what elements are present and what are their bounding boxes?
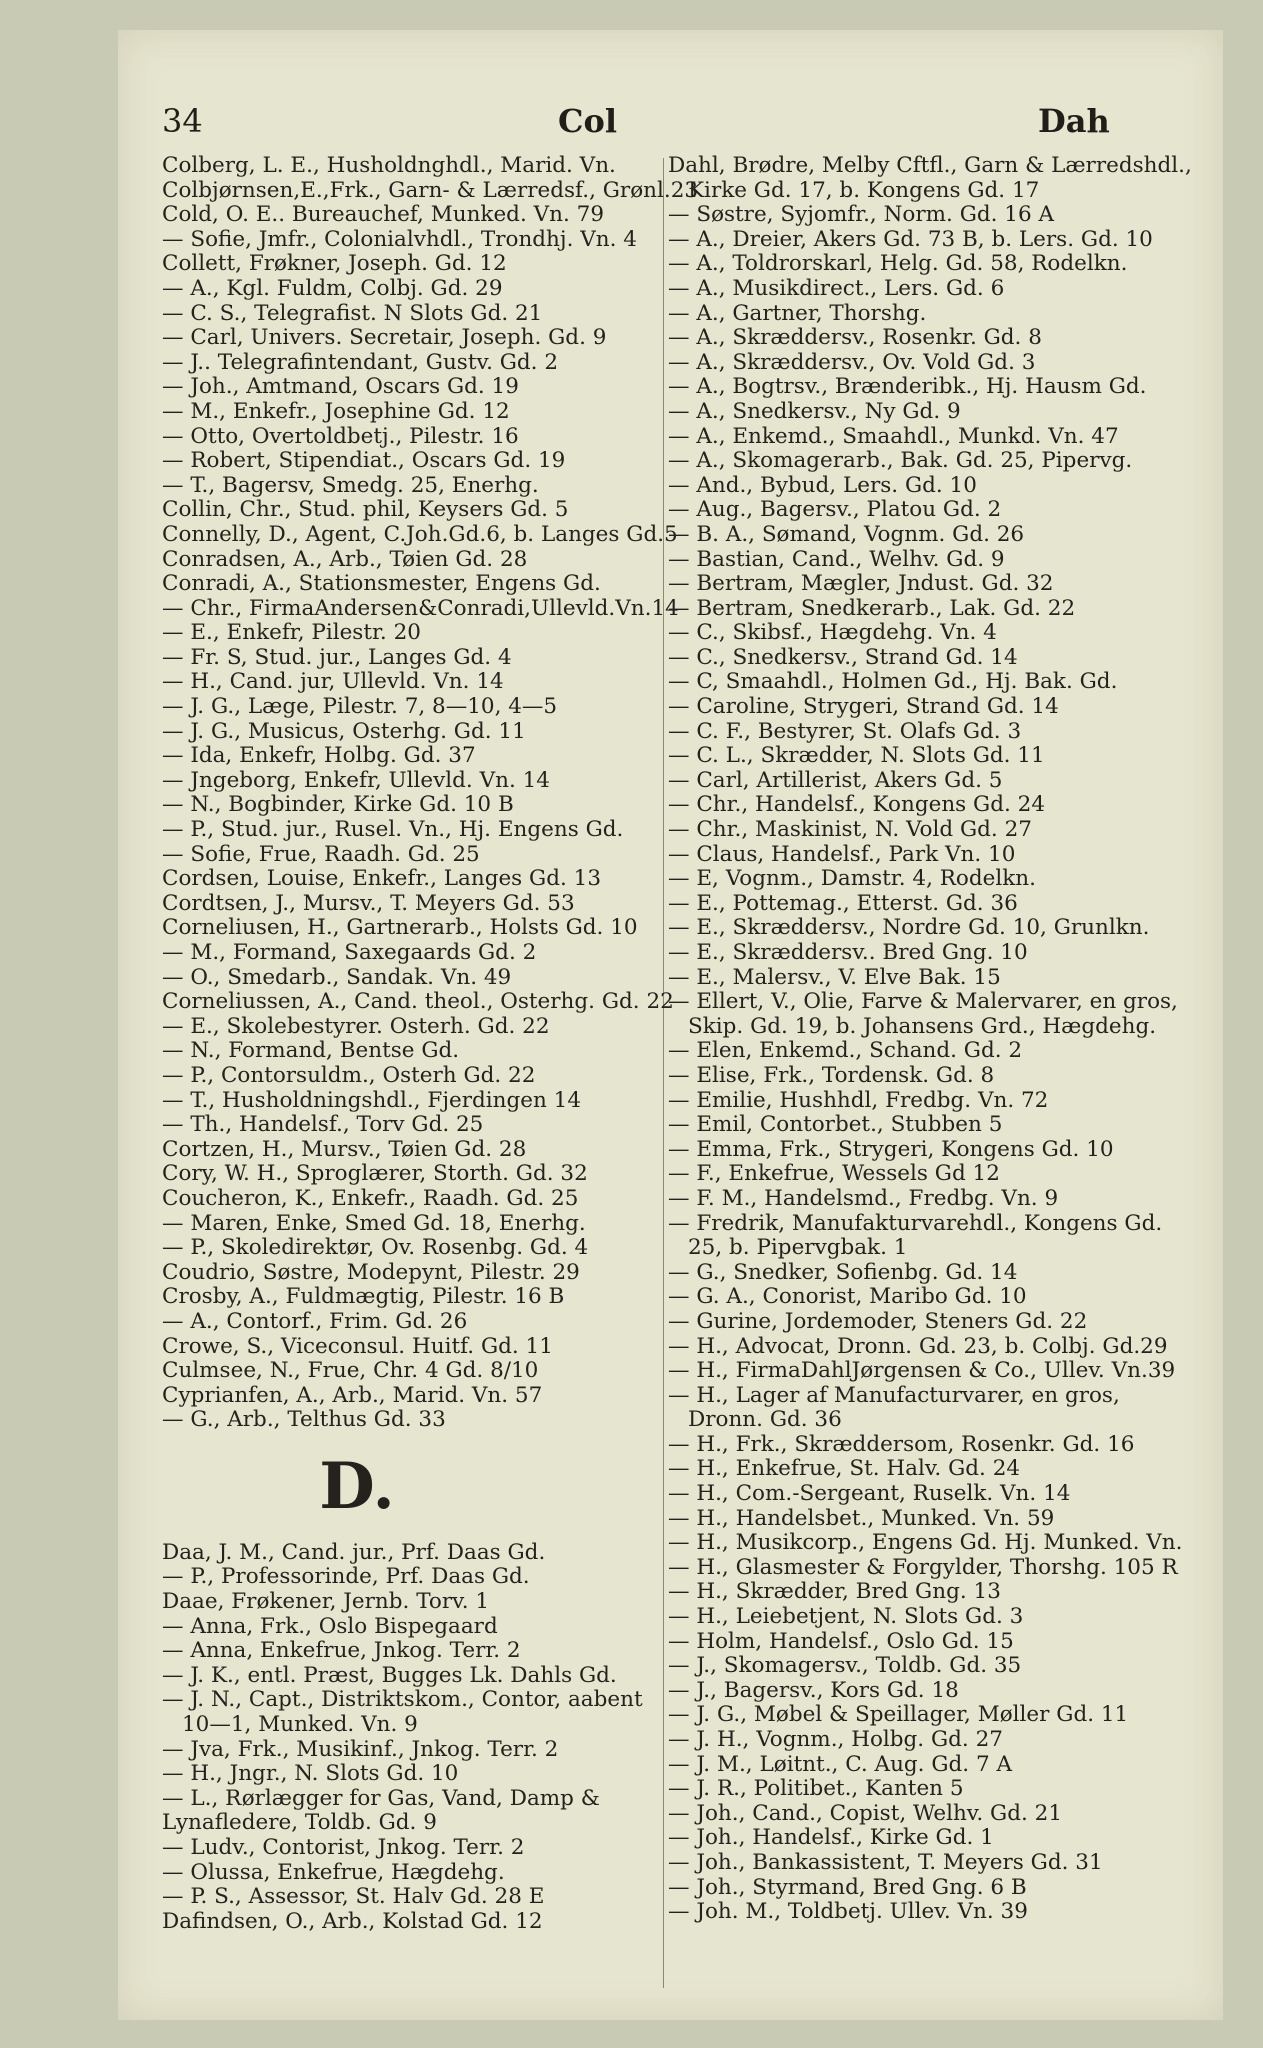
entry-line: — Aug., Bagersv., Platou Gd. 2 <box>668 497 1002 523</box>
entry-line: — L., Rørlægger for Gas, Vand, Damp & <box>162 1785 600 1811</box>
entry-line: — Chr., Handelsf., Kongens Gd. 24 <box>668 792 1045 818</box>
entry-line: — Sofie, Jmfr., Colonialvhdl., Trondhj. Vn. 4 <box>162 226 637 252</box>
entry-line: — P., Skoledirektør, Ov. Rosenbg. Gd. 4 <box>162 1235 589 1261</box>
entry-line: — H., Lager af Manufacturvarer, en gros, <box>668 1382 1120 1408</box>
entry-line: — H., Com.-Sergeant, Ruselk. Vn. 14 <box>668 1481 1071 1507</box>
entry-line: — H., Leiebetjent, N. Slots Gd. 3 <box>668 1604 1024 1630</box>
entry-line: — E, Vognm., Damstr. 4, Rodelkn. <box>668 866 1036 892</box>
entry-line: Conradsen, A., Arb., Tøien Gd. 28 <box>162 546 528 572</box>
entry-line: — Fr. S, Stud. jur., Langes Gd. 4 <box>162 644 512 670</box>
entry-line: Cold, O. E.. Bureauchef, Munked. Vn. 79 <box>162 202 605 228</box>
entry-line: Lynafledere, Toldb. Gd. 9 <box>162 1810 437 1836</box>
entry-line: Colbjørnsen,E.,Frk., Garn- & Lærredsf., Grønl.23 <box>162 177 699 203</box>
running-head-right: Dah <box>1038 102 1110 140</box>
entry-line: — J. M., Løitnt., C. Aug. Gd. 7 A <box>668 1751 1012 1777</box>
entry-line: — P., Contorsuldm., Osterh Gd. 22 <box>162 1062 536 1088</box>
entry-line: Dafindsen, O., Arb., Kolstad Gd. 12 <box>162 1908 543 1934</box>
entry-line: — C, Smaahdl., Holmen Gd., Hj. Bak. Gd. <box>668 669 1118 695</box>
entry-line: — Elise, Frk., Tordensk. Gd. 8 <box>668 1062 995 1088</box>
entry-line: — Anna, Enkefrue, Jnkog. Terr. 2 <box>162 1638 521 1664</box>
entry-line: — Emilie, Hushhdl, Fredbg. Vn. 72 <box>668 1087 1049 1113</box>
entry-line: — H., Musikcorp., Engens Gd. Hj. Munked. Vn. <box>668 1530 1183 1556</box>
entry-line: — H., Frk., Skræddersom, Rosenkr. Gd. 16 <box>668 1431 1135 1457</box>
entry-line: — Joh., Cand., Copist, Welhv. Gd. 21 <box>668 1800 1063 1826</box>
entry-line: Skip. Gd. 19, b. Johansens Grd., Hægdehg. <box>688 1013 1157 1039</box>
entry-line: Colberg, L. E., Husholdnghdl., Marid. Vn. <box>162 153 616 178</box>
entry-line: — H., Advocat, Dronn. Gd. 23, b. Colbj. Gd.29 <box>668 1333 1168 1359</box>
entry-line: Dronn. Gd. 36 <box>688 1407 842 1433</box>
entry-line: — Joh., Styrmand, Bred Gng. 6 B <box>668 1874 1027 1900</box>
entry-line: — E., Skræddersv., Nordre Gd. 10, Grunlkn. <box>668 915 1150 941</box>
entry-line: — A., Toldrorskarl, Helg. Gd. 58, Rodelkn. <box>668 251 1128 277</box>
entry-line: 25, b. Pipervgbak. 1 <box>688 1235 908 1261</box>
page-number: 34 <box>162 102 203 140</box>
entry-line: — C., Snedkersv., Strand Gd. 14 <box>668 644 1018 670</box>
entry-line: — Gurine, Jordemoder, Steners Gd. 22 <box>668 1308 1088 1334</box>
entry-line: — A., Dreier, Akers Gd. 73 B, b. Lers. Gd. 10 <box>668 226 1153 252</box>
entry-line: — Maren, Enke, Smed Gd. 18, Enerhg. <box>162 1210 586 1236</box>
entry-line: — A., Kgl. Fuldm, Colbj. Gd. 29 <box>162 275 503 301</box>
entry-line: — Joh., Handelsf., Kirke Gd. 1 <box>668 1825 994 1851</box>
entry-line: — H., Skrædder, Bred Gng. 13 <box>668 1579 1001 1605</box>
entry-line: — G., Arb., Telthus Gd. 33 <box>162 1407 446 1433</box>
left-column <box>162 153 699 1934</box>
entry-line: — E., Skræddersv.. Bred Gng. 10 <box>668 940 1028 965</box>
entry-line: — N., Formand, Bentse Gd. <box>162 1038 460 1064</box>
entry-line: — Carl, Artillerist, Akers Gd. 5 <box>668 767 1003 793</box>
entry-line: Conradi, A., Stationsmester, Engens Gd. <box>162 571 601 597</box>
entry-line: Cortzen, H., Mursv., Tøien Gd. 28 <box>162 1136 527 1162</box>
entry-line: Cordtsen, J., Mursv., T. Meyers Gd. 53 <box>162 890 575 916</box>
entry-line: Coucheron, K., Enkefr., Raadh. Gd. 25 <box>162 1185 579 1211</box>
entry-line: — H., Handelsbet., Munked. Vn. 59 <box>668 1505 1055 1531</box>
entry-line: — P. S., Assessor, St. Halv Gd. 28 E <box>162 1884 545 1910</box>
running-head-left: Col <box>558 102 617 140</box>
entry-line: Cory, W. H., Sproglærer, Storth. Gd. 32 <box>162 1161 588 1187</box>
entry-line: — H., FirmaDahlJørgensen & Co., Ullev. Vn.39 <box>668 1358 1176 1384</box>
section-letter: D. <box>319 1448 395 1524</box>
entry-line: Daa, J. M., Cand. jur., Prf. Daas Gd. <box>162 1539 546 1565</box>
entry-line: Collin, Chr., Stud. phil, Keysers Gd. 5 <box>162 497 569 523</box>
entry-line: — A., Enkemd., Smaahdl., Munkd. Vn. 47 <box>668 423 1119 449</box>
entry-line: — Joh., Amtmand, Oscars Gd. 19 <box>162 374 519 400</box>
entry-line: — Holm, Handelsf., Oslo Gd. 15 <box>668 1628 1014 1654</box>
entry-line: — Joh., Bankassistent, T. Meyers Gd. 31 <box>668 1849 1103 1875</box>
entry-line: — Bastian, Cand., Welhv. Gd. 9 <box>668 546 1005 572</box>
entry-line: — H., Glasmester & Forgylder, Thorshg. 105 R <box>668 1554 1178 1580</box>
entry-line: — C., Skibsf., Hægdehg. Vn. 4 <box>668 620 997 646</box>
entry-line: — Chr., Maskinist, N. Vold Gd. 27 <box>668 817 1032 843</box>
entry-line: — Fredrik, Manufakturvarehdl., Kongens Gd. <box>668 1210 1163 1236</box>
entry-line: — Olussa, Enkefrue, Hægdehg. <box>162 1859 505 1885</box>
entry-line: — A., Skræddersv., Rosenkr. Gd. 8 <box>668 325 1042 351</box>
entry-line: — J. G., Musicus, Osterhg. Gd. 11 <box>162 718 526 744</box>
entry-line: — Claus, Handelsf., Park Vn. 10 <box>668 841 1016 867</box>
entry-line: — Ida, Enkefr, Holbg. Gd. 37 <box>162 743 476 769</box>
entry-line: — And., Bybud, Lers. Gd. 10 <box>668 472 977 498</box>
entry-line: — J. G., Møbel & Speillager, Møller Gd. 11 <box>668 1702 1129 1728</box>
entry-line: — Bertram, Snedkerarb., Lak. Gd. 22 <box>668 595 1076 621</box>
entry-line: — A., Bogtrsv., Brænderibk., Hj. Hausm Gd. <box>668 374 1147 400</box>
entry-line: Crowe, S., Viceconsul. Huitf. Gd. 11 <box>162 1333 553 1359</box>
entry-line: Coudrio, Søstre, Modepynt, Pilestr. 29 <box>162 1259 580 1285</box>
entry-line: — M., Formand, Saxegaards Gd. 2 <box>162 940 537 965</box>
entry-line: — A., Musikdirect., Lers. Gd. 6 <box>668 275 1005 301</box>
entry-line: — T., Bagersv, Smedg. 25, Enerhg. <box>162 472 539 498</box>
entry-line: — Bertram, Mægler, Jndust. Gd. 32 <box>668 571 1054 597</box>
entry-line: — Ludv., Contorist, Jnkog. Terr. 2 <box>162 1835 525 1860</box>
entry-line: — A., Gartner, Thorshg. <box>668 300 927 326</box>
entry-line: 10—1, Munked. Vn. 9 <box>182 1712 418 1738</box>
entry-line: — Elen, Enkemd., Schand. Gd. 2 <box>668 1038 1023 1064</box>
entry-line: — Søstre, Syjomfr., Norm. Gd. 16 A <box>668 202 1055 228</box>
entry-line: — G. A., Conorist, Maribo Gd. 10 <box>668 1284 1027 1310</box>
entry-line: — A., Skræddersv., Ov. Vold Gd. 3 <box>668 349 1036 375</box>
right-column <box>668 154 1216 1925</box>
entry-line: — J., Bagersv., Kors Gd. 18 <box>668 1677 959 1703</box>
entry-line: — J. K., entl. Præst, Bugges Lk. Dahls Gd. <box>162 1662 617 1688</box>
entry-line: — Chr., FirmaAndersen&Conradi,Ullevld.Vn.14 <box>162 595 679 621</box>
entry-line: — Th., Handelsf., Torv Gd. 25 <box>162 1112 484 1138</box>
entry-line: Corneliussen, A., Cand. theol., Osterhg. Gd. 22 <box>162 989 674 1015</box>
entry-line: Collett, Frøkner, Joseph. Gd. 12 <box>162 251 507 277</box>
entry-line: — H., Jngr., N. Slots Gd. 10 <box>162 1761 459 1787</box>
entry-line: — Emil, Contorbet., Stubben 5 <box>668 1112 1003 1138</box>
entry-line: — Otto, Overtoldbetj., Pilestr. 16 <box>162 423 519 449</box>
entry-line: — P., Stud. jur., Rusel. Vn., Hj. Engens Gd. <box>162 817 624 843</box>
entry-line: Daae, Frøkener, Jernb. Torv. 1 <box>162 1589 490 1615</box>
entry-line: Cordsen, Louise, Enkefr., Langes Gd. 13 <box>162 866 602 892</box>
entry-line: — Caroline, Strygeri, Strand Gd. 14 <box>668 694 1059 720</box>
entry-line: — T., Husholdningshdl., Fjerdingen 14 <box>162 1087 582 1113</box>
entry-line: — A., Snedkersv., Ny Gd. 9 <box>668 398 961 424</box>
entry-line: — J. R., Politibet., Kanten 5 <box>668 1776 964 1802</box>
entry-line: — E., Skolebestyrer. Osterh. Gd. 22 <box>162 1013 550 1039</box>
entry-line: Connelly, D., Agent, C.Joh.Gd.6, b. Langes Gd.5 <box>162 521 678 547</box>
entry-line: — G., Snedker, Sofienbg. Gd. 14 <box>668 1259 1018 1285</box>
entry-line: Crosby, A., Fuldmægtig, Pilestr. 16 B <box>162 1284 565 1310</box>
entry-line: — A., Contorf., Frim. Gd. 26 <box>162 1308 468 1334</box>
entry-line: — Joh. M., Toldbetj. Ullev. Vn. 39 <box>668 1899 1028 1925</box>
entry-line: Cyprianfen, A., Arb., Marid. Vn. 57 <box>162 1382 543 1408</box>
entry-line: — Jngeborg, Enkefr, Ullevld. Vn. 14 <box>162 767 550 793</box>
entry-line: — F., Enkefrue, Wessels Gd 12 <box>668 1161 1000 1187</box>
entry-line: Culmsee, N., Frue, Chr. 4 Gd. 8/10 <box>162 1358 539 1384</box>
entry-line: — Emma, Frk., Strygeri, Kongens Gd. 10 <box>668 1136 1114 1162</box>
entry-line: — A., Skomagerarb., Bak. Gd. 25, Pipervg. <box>668 448 1133 474</box>
entry-line: — Ellert, V., Olie, Farve & Malervarer, en gros, <box>668 989 1178 1015</box>
entry-line: — J., Skomagersv., Toldb. Gd. 35 <box>668 1653 1022 1679</box>
entry-line: — J. H., Vognm., Holbg. Gd. 27 <box>668 1727 1003 1752</box>
entry-line: — E., Enkefr, Pilestr. 20 <box>162 620 421 646</box>
entry-line: Corneliusen, H., Gartnerarb., Holsts Gd. 10 <box>162 915 638 941</box>
entry-line: — J.. Telegrafintendant, Gustv. Gd. 2 <box>162 349 559 375</box>
entry-line: — E., Malersv., V. Elve Bak. 15 <box>668 964 1001 990</box>
entry-line: — J. N., Capt., Distriktskom., Contor, aabent <box>162 1687 643 1713</box>
entry-line: — P., Professorinde, Prf. Daas Gd. <box>162 1564 530 1590</box>
entry-line: — Sofie, Frue, Raadh. Gd. 25 <box>162 841 480 867</box>
entry-line: — Anna, Frk., Oslo Bispegaard <box>162 1613 498 1639</box>
entry-line: — C. F., Bestyrer, St. Olafs Gd. 3 <box>668 718 1022 744</box>
directory-page <box>118 30 1223 2020</box>
entry-line: — C. L., Skrædder, N. Slots Gd. 11 <box>668 743 1045 769</box>
entry-line: — J. G., Læge, Pilestr. 7, 8—10, 4—5 <box>162 694 558 720</box>
entry-line: — O., Smedarb., Sandak. Vn. 49 <box>162 964 512 990</box>
entry-line: — H., Cand. jur, Ullevld. Vn. 14 <box>162 669 504 695</box>
entry-line: — H., Enkefrue, St. Halv. Gd. 24 <box>668 1456 1021 1482</box>
entry-line: — E., Pottemag., Etterst. Gd. 36 <box>668 890 1018 916</box>
entry-line: — C. S., Telegrafist. N Slots Gd. 21 <box>162 300 543 326</box>
entry-line: — N., Bogbinder, Kirke Gd. 10 B <box>162 792 514 818</box>
entry-line: — Robert, Stipendiat., Oscars Gd. 19 <box>162 448 566 474</box>
entry-line: — Jva, Frk., Musikinf., Jnkog. Terr. 2 <box>162 1736 559 1762</box>
entry-line: — B. A., Sømand, Vognm. Gd. 26 <box>668 521 1025 547</box>
entry-line: — F. M., Handelsmd., Fredbg. Vn. 9 <box>668 1185 1059 1211</box>
entry-line: Dahl, Brødre, Melby Cftfl., Garn & Lærredshdl., <box>668 153 1192 178</box>
entry-line: — M., Enkefr., Josephine Gd. 12 <box>162 398 510 424</box>
entry-line: Kirke Gd. 17, b. Kongens Gd. 17 <box>688 177 1040 203</box>
entry-line: — Carl, Univers. Secretair, Joseph. Gd. 9 <box>162 325 607 351</box>
